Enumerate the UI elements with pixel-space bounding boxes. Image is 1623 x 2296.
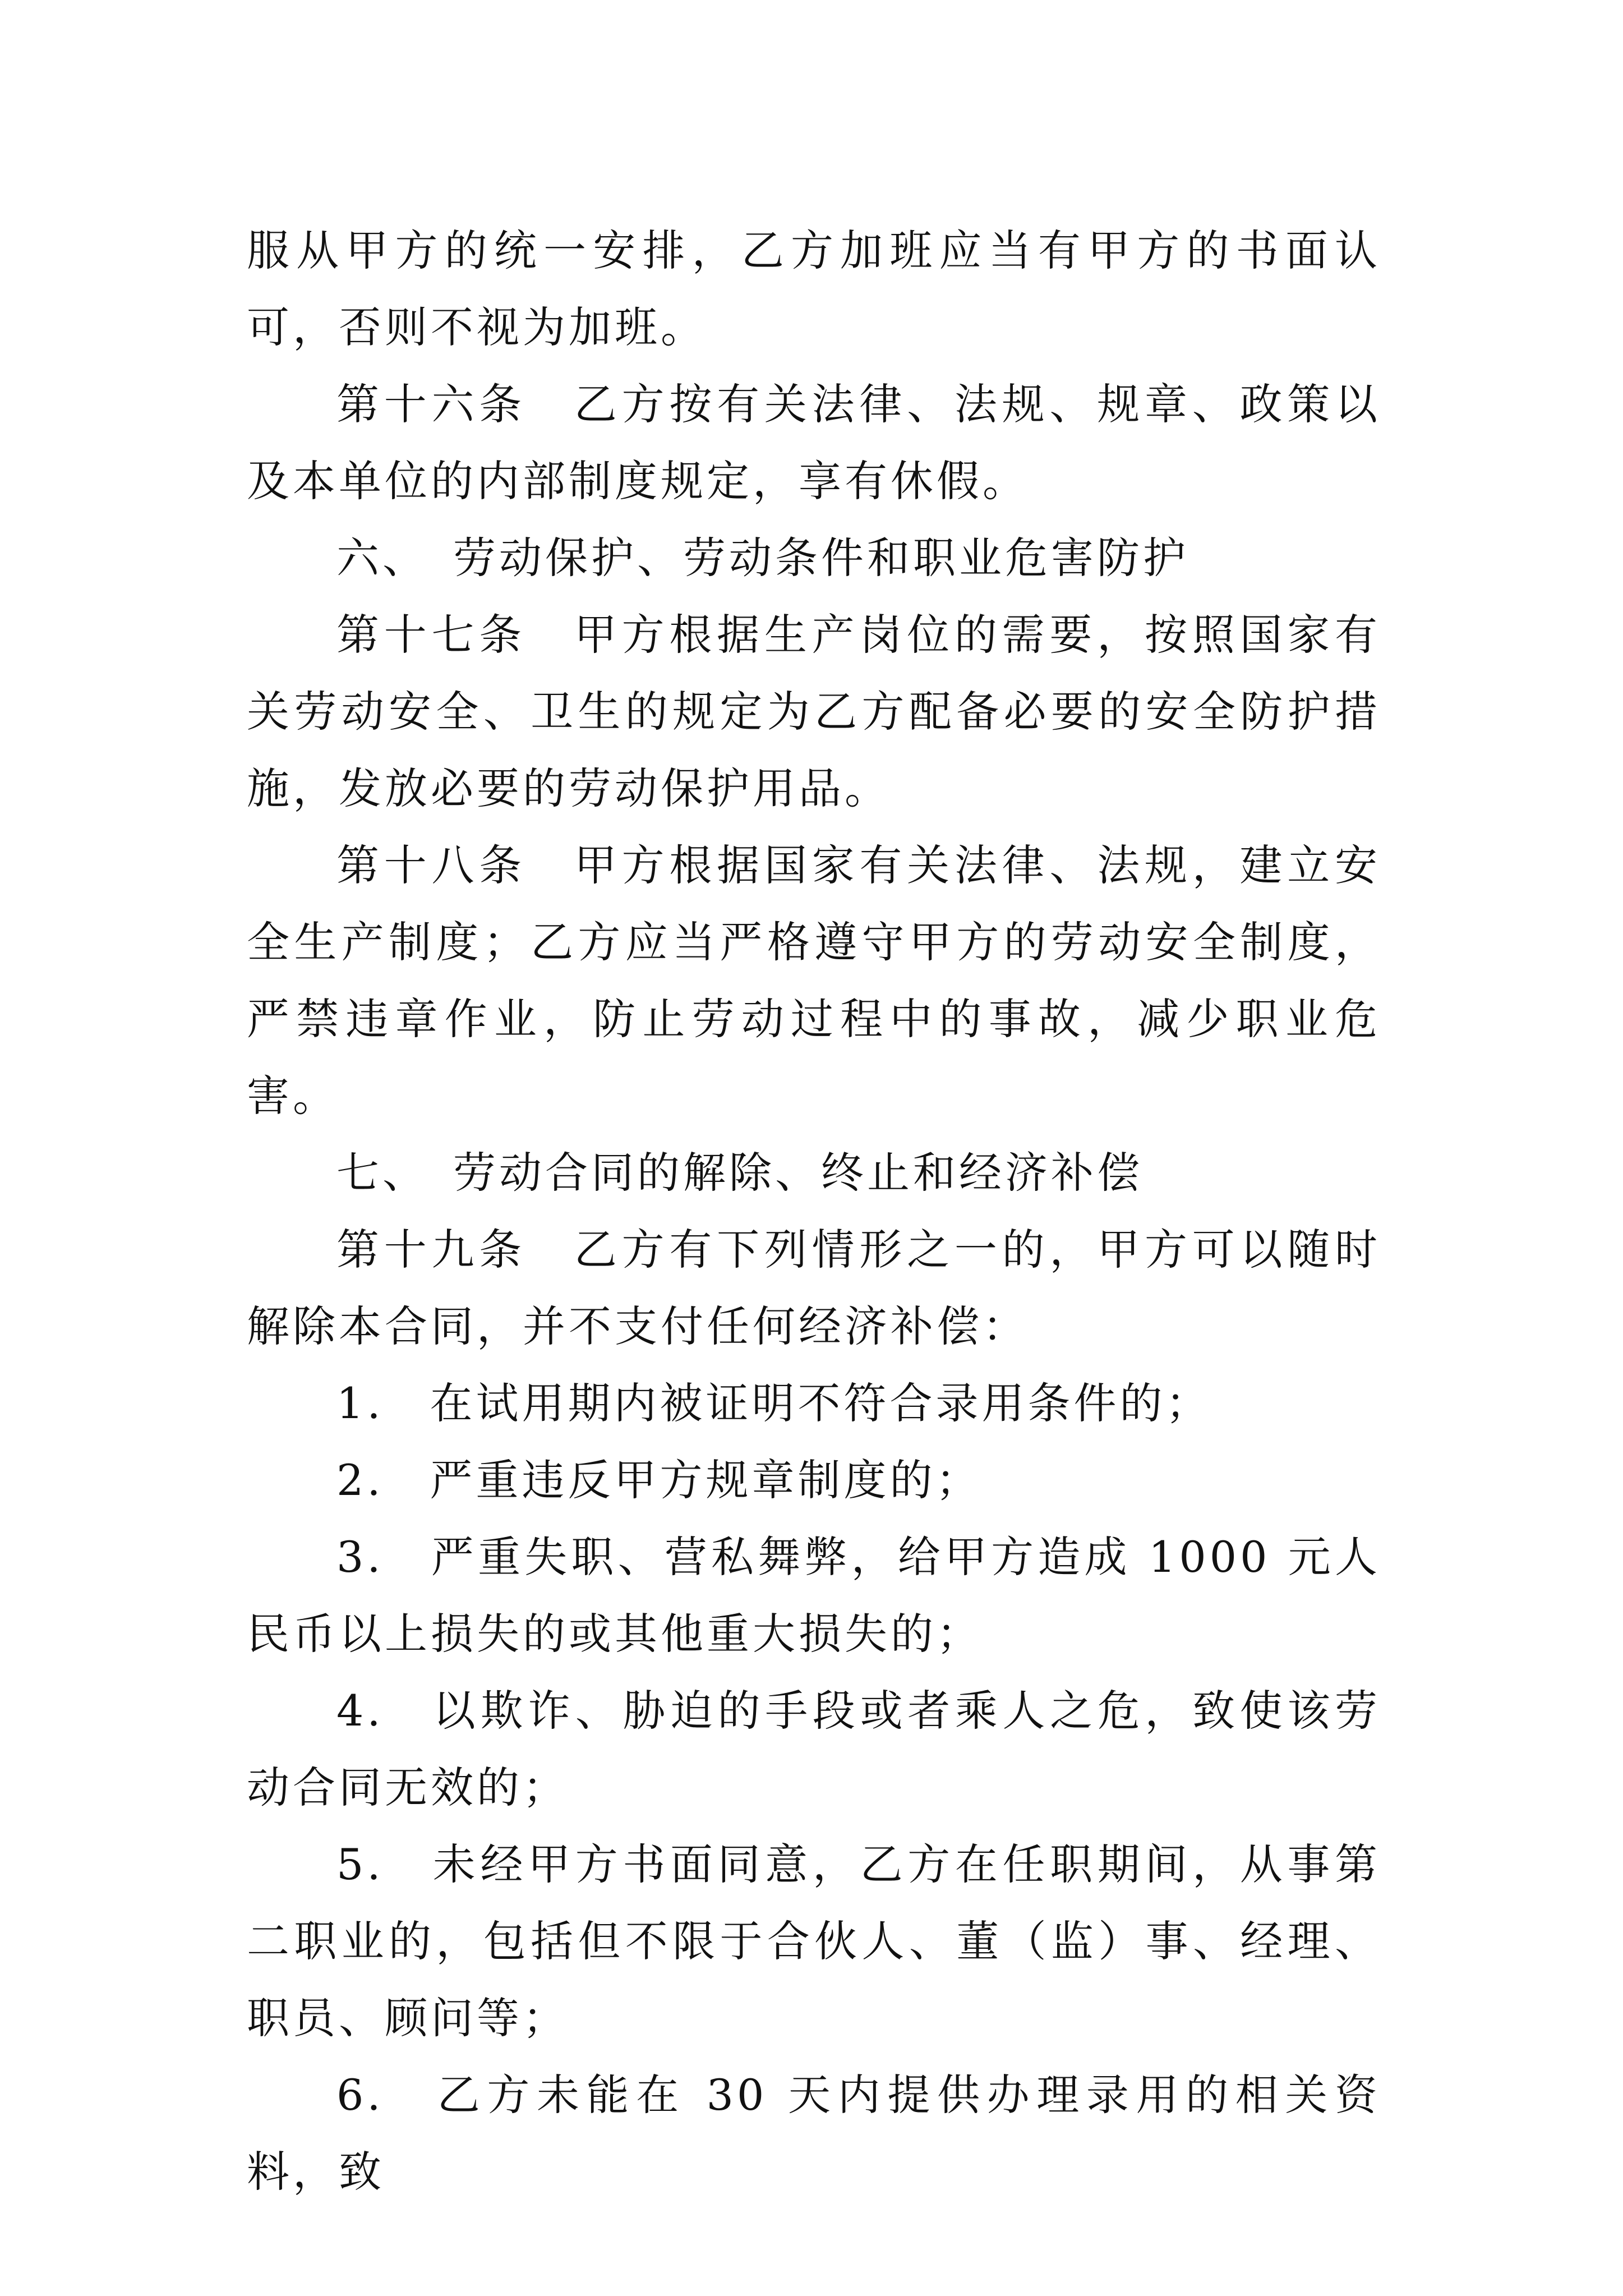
list-item-3: 3. 严重失职、营私舞弊，给甲方造成 1000 元人民币以上损失的或其他重大损失的； xyxy=(247,1532,1381,1659)
list-item-4: 4. 以欺诈、胁迫的手段或者乘人之危，致使该劳动合同无效的； xyxy=(247,1686,1381,1812)
paragraph-article-18: 第十八条 甲方根据国家有关法律、法规，建立安全生产制度；乙方应当严格遵守甲方的劳动安全制度，严禁违章作业，防止劳动过程中的事故，减少职业危害。 xyxy=(247,840,1381,1121)
list-item-6: 6. 乙方未能在 30 天内提供办理录用的相关资料，致 xyxy=(247,2070,1381,2197)
paragraph-article-16: 第十六条 乙方按有关法律、法规、规章、政策以及本单位的内部制度规定，享有休假。 xyxy=(247,379,1381,506)
document-body xyxy=(247,212,1381,2210)
list-item-2: 2. 严重违反甲方规章制度的； xyxy=(336,1455,982,1505)
paragraph-article-19: 第十九条 乙方有下列情形之一的，甲方可以随时解除本合同，并不支付任何经济补偿： xyxy=(247,1225,1381,1351)
section-heading-6: 六、 劳动保护、劳动条件和职业危害防护 xyxy=(336,533,1189,583)
section-heading-7: 七、 劳动合同的解除、终止和经济补偿 xyxy=(336,1148,1143,1198)
list-item-5: 5. 未经甲方书面同意，乙方在任职期间，从事第二职业的，包括但不限于合伙人、董（监）事、经理、职员、顾问等； xyxy=(247,1839,1381,2043)
paragraph-article-17: 第十七条 甲方根据生产岗位的需要，按照国家有关劳动安全、卫生的规定为乙方配备必要的安全防护措施，发放必要的劳动保护用品。 xyxy=(247,610,1381,813)
list-item-1: 1. 在试用期内被证明不符合录用条件的； xyxy=(336,1378,1212,1428)
paragraph-overtime-continuation: 服从甲方的统一安排，乙方加班应当有甲方的书面认可，否则不视为加班。 xyxy=(247,226,1381,352)
